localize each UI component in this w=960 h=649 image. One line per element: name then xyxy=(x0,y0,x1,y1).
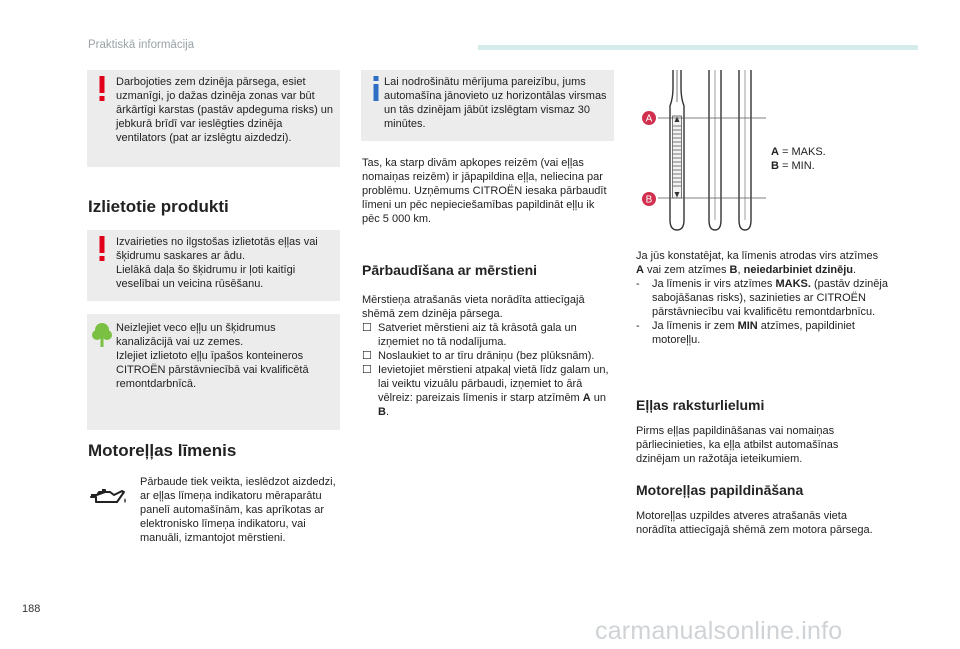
legend-min: B = MIN. xyxy=(771,160,815,172)
warning-exclamation-icon xyxy=(96,236,108,262)
level-warning-text: Ja jūs konstatējat, ka līmenis atrodas virs atzīmes A vai zem atzīmes B, neiedarbiniet dzinēju. xyxy=(636,250,879,276)
dipstick-location-text: Mērstieņa atrašanās vieta norādīta attiecīgajā shēmā zem dzinēja pārsega. xyxy=(362,294,585,320)
oil-characteristics-text: Pirms eļļas papildināšanas vai nomaiņas pārliecinieties, ka eļļa atbilst automašīnas dzinējam un ražotāja ieteikumiem. xyxy=(636,425,839,465)
used-products-title: Izlietotie produkti xyxy=(88,197,229,216)
oil-characteristics-title: Eļļas raksturlielumi xyxy=(636,397,765,413)
bullet-icon: ☐ xyxy=(362,364,372,376)
warning-text-skin-2: Lielākā daļa šo šķidrumu ir ļoti kaitīgi veselībai un veicina rūsēšanu. xyxy=(116,264,296,290)
oil-level-warning-icon xyxy=(88,486,128,508)
step-3: ☐ Ievietojiet mērstieni atpakaļ vietā līdz galam un, lai veiktu vizuālu pārbaudi, izņemiet to ārā vēlreiz: pareizais līmenis ir starp atzīmēm A un B. xyxy=(362,364,609,418)
oil-level-title: Motoreļļas līmenis xyxy=(88,441,237,460)
oil-top-up-title: Motoreļļas papildināšana xyxy=(636,482,804,498)
header-accent-bar xyxy=(478,45,918,50)
oil-level-text: Pārbaude tiek veikta, ieslēdzot aizdedzi, ar eļļas līmeņa indikatoru mēraparātu panelī automašīnām, kas aprīkotas ar elektronisko līmeņa indikatoru, vai manuāli, izmantojot mērstieni. xyxy=(140,476,336,544)
eco-box-disposal xyxy=(87,314,340,430)
info-box-measurement xyxy=(361,70,614,141)
step-2: ☐ Noslaukiet to ar tīru drāniņu (bez plūksnām). xyxy=(362,350,595,362)
svg-text:A: A xyxy=(645,113,653,125)
eco-text-2: Izlejiet izlietoto eļļu īpašos konteineros CITROËN pārstāvniecībā vai kvalificētā remontdarbnīcā. xyxy=(116,350,309,390)
warning-exclamation-icon xyxy=(96,76,108,102)
eco-tree-icon xyxy=(92,322,112,348)
warning-box-skin xyxy=(87,230,340,301)
svg-text:B: B xyxy=(645,194,653,206)
page-number: 188 xyxy=(22,603,41,615)
oil-top-up-paragraph: Tas, ka starp divām apkopes reizēm (vai eļļas nomaiņas reizēm) ir jāpapildina eļļa, neliecina par problēmu. Uzņēmums CITROËN iesaka pārbaudīt līmeni un pēc nepieciešamības papildināt eļļu ik pēc 5 000 km. xyxy=(362,157,607,225)
bullet-icon: ☐ xyxy=(362,350,372,362)
dipstick-diagram xyxy=(636,70,766,235)
info-text-measurement: Lai nodrošinātu mērījuma pareizību, jums automašīna jānovieto uz horizontālas virsmas un tās dzinējam jābūt izslēgtam vismaz 30 minūtes. xyxy=(384,76,607,130)
step-1: ☐ Satveriet mērstieni aiz tā krāsotā gala un izņemiet no tā nodalījuma. xyxy=(362,322,577,348)
legend-max: A = MAKS. xyxy=(771,146,826,158)
dash-item-below-min: - Ja līmenis ir zem MIN atzīmes, papildiniet motoreļļu. xyxy=(636,320,855,346)
bullet-icon: ☐ xyxy=(362,322,372,334)
oil-top-up-text: Motoreļļas uzpildes atveres atrašanās vieta norādīta attiecīgajā shēmā zem motora pārsega. xyxy=(636,510,873,536)
section-header: Praktiskā informācija xyxy=(88,39,195,51)
info-i-icon xyxy=(370,76,382,102)
eco-text-1: Neizlejiet veco eļļu un šķidrumus kanalizācijā vai uz zemes. xyxy=(116,322,276,348)
dipstick-check-title: Pārbaudīšana ar mērstieni xyxy=(362,262,538,278)
warning-text-skin-1: Izvairieties no ilgstošas izlietotās eļļas vai šķidrumu saskares ar ādu. xyxy=(116,236,318,262)
warning-text-engine: Darbojoties zem dzinēja pārsega, esiet uzmanīgi, jo dažas dzinēja zonas var būt ārkārtīgi karstas (pastāv apdeguma risks) un jebkurā brīdī var ieslēgties dzinēja ventilators (pat ar izslēgtu aizdedzi). xyxy=(116,76,334,144)
warning-box-engine xyxy=(87,70,340,167)
dash-item-above-max: - Ja līmenis ir virs atzīmes MAKS. (pastāv dzinēja sabojāšanas risks), sazinieties ar CITROËN pārstāvniecību vai kvalificētu remontdarbnīcu. xyxy=(636,278,888,318)
diagram-legend xyxy=(771,145,891,173)
watermark: carmanualsonline.info xyxy=(595,617,843,645)
